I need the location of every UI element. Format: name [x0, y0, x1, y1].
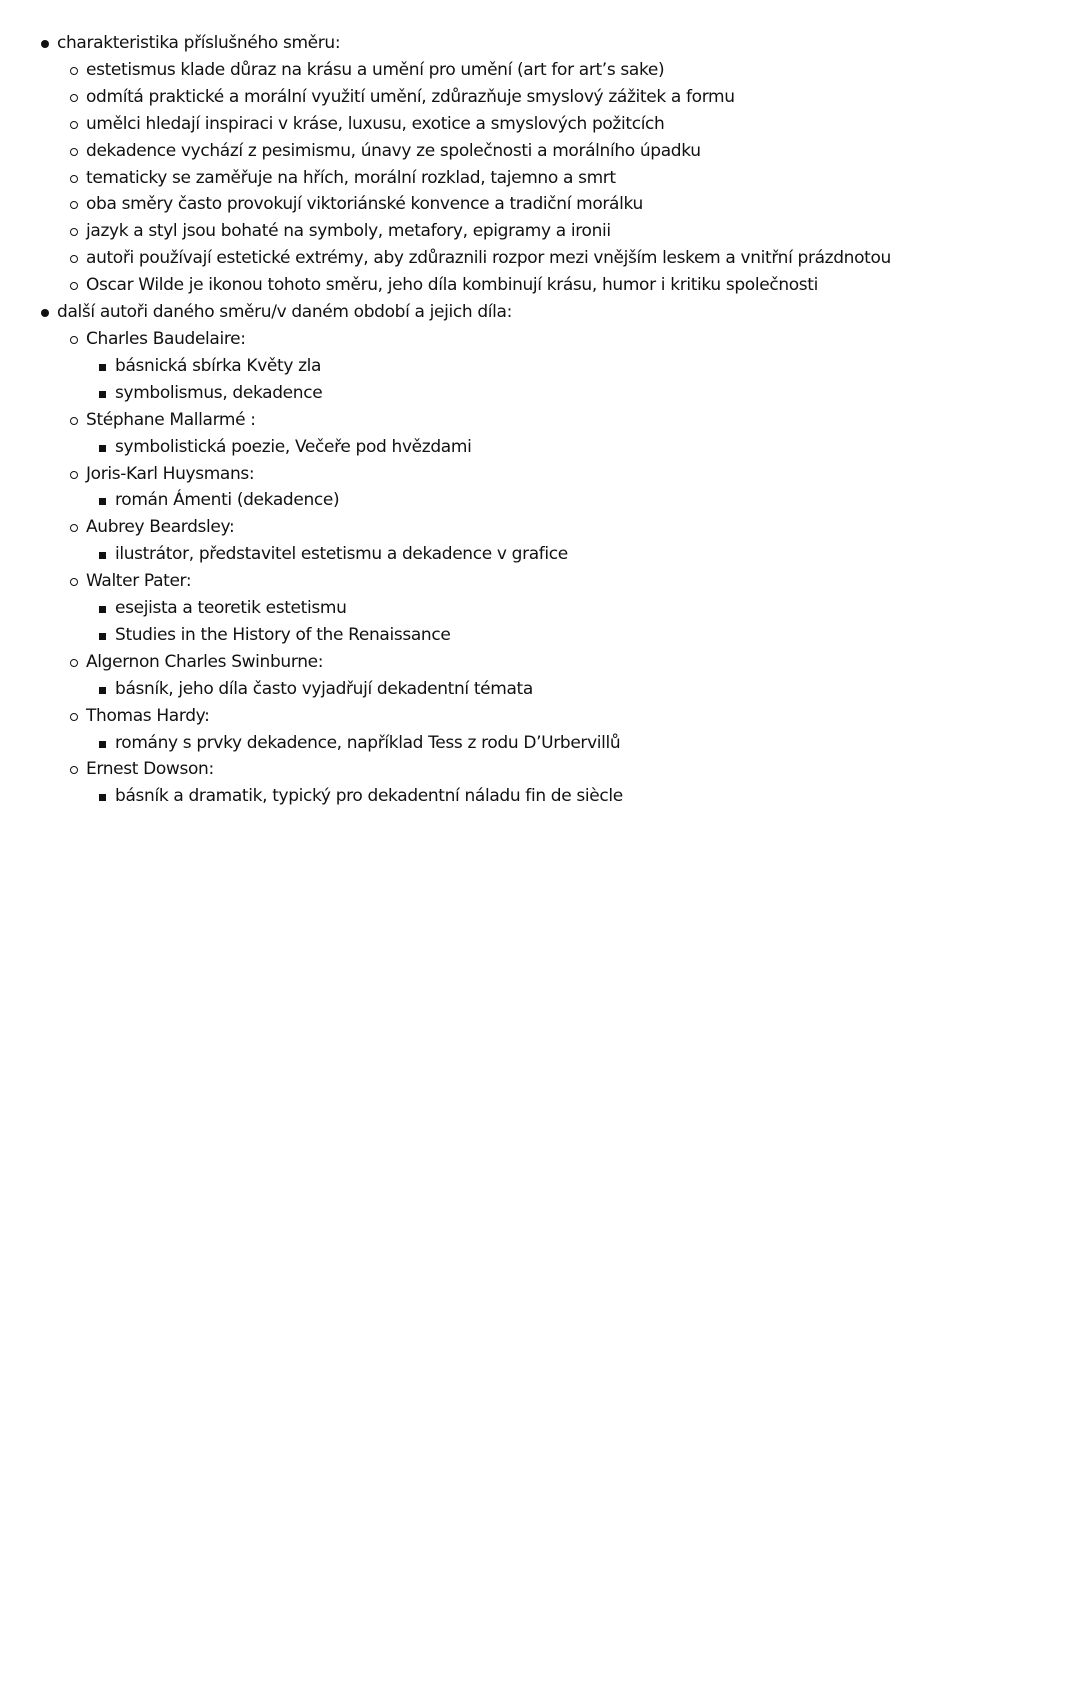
bullet-circle-icon [70, 148, 78, 156]
bullet-square-icon [99, 794, 106, 801]
bullet-circle-icon [70, 175, 78, 183]
bullet-square-icon [99, 552, 106, 559]
note-text: ilustrátor, představitel estetismu a dekadence v grafice [115, 544, 568, 565]
bullet-square-icon [99, 445, 106, 452]
note-item [0, 730, 1060, 757]
bullet-square-icon [99, 687, 106, 694]
bullet-disc-icon [41, 309, 49, 317]
list-item-text: Oscar Wilde je ikonou tohoto směru, jeho díla kombinují krásu, humor i kritiku společnosti [86, 275, 818, 296]
note-item [0, 595, 1060, 622]
bullet-square-icon [99, 498, 106, 505]
author-notes [86, 353, 1060, 407]
note-item [0, 434, 1060, 461]
author-item [0, 703, 1060, 757]
author-name: Algernon Charles Swinburne: [86, 651, 324, 672]
author-item [0, 461, 1060, 515]
note-text: básník, jeho díla často vyjadřují dekadentní témata [115, 678, 533, 699]
bullet-circle-icon [70, 282, 78, 290]
note-text: symbolistická poezie, Večeře pod hvězdami [115, 436, 472, 457]
list-item-text: odmítá praktické a morální využití umění, zdůrazňuje smyslový zážitek a formu [86, 86, 735, 107]
note-text: esejista a teoretik estetismu [115, 598, 347, 619]
note-text: romány s prvky dekadence, například Tess z rodu D’Urbervillů [115, 732, 621, 753]
authors-list [57, 326, 1060, 810]
note-text: básník a dramatik, typický pro dekadentní náladu fin de siècle [115, 786, 623, 807]
author-notes [86, 434, 1060, 461]
list-item-text: autoři používají estetické extrémy, aby zdůraznili rozpor mezi vnějším leskem a vnitřní prázdnotou [86, 248, 891, 269]
bullet-circle-icon [70, 201, 78, 209]
list-item [0, 245, 1060, 272]
bullet-circle-icon [70, 471, 78, 479]
bullet-square-icon [99, 364, 106, 371]
author-name: Stéphane Mallarmé : [86, 409, 256, 430]
note-item [0, 676, 1060, 703]
bullet-circle-icon [70, 659, 78, 667]
bullet-disc-icon [41, 40, 49, 48]
bullet-circle-icon [70, 121, 78, 129]
section-authors [0, 299, 1060, 810]
bullet-circle-icon [70, 524, 78, 532]
note-item [0, 541, 1060, 568]
section-characteristics [0, 30, 1060, 299]
section-heading: charakteristika příslušného směru: [57, 33, 341, 53]
note-text: Studies in the History of the Renaissance [115, 624, 451, 645]
author-notes [86, 541, 1060, 568]
author-item [0, 407, 1060, 461]
author-name: Aubrey Beardsley: [86, 517, 235, 538]
list-item-text: dekadence vychází z pesimismu, únavy ze společnosti a morálního úpadku [86, 140, 701, 161]
bullet-square-icon [99, 391, 106, 398]
bullet-square-icon [99, 633, 106, 640]
author-name: Ernest Dowson: [86, 759, 214, 780]
bullet-circle-icon [70, 417, 78, 425]
list-item [0, 272, 1060, 299]
author-notes [86, 676, 1060, 703]
bullet-square-icon [99, 606, 106, 613]
author-item [0, 568, 1060, 649]
bullet-circle-icon [70, 336, 78, 344]
author-name: Charles Baudelaire: [86, 328, 246, 349]
bullet-circle-icon [70, 228, 78, 236]
outline-list [0, 30, 1060, 810]
list-item-text: oba směry často provokují viktoriánské konvence a tradiční morálku [86, 194, 643, 215]
list-item-text: tematicky se zaměřuje na hřích, morální rozklad, tajemno a smrt [86, 167, 616, 188]
section-heading: další autoři daného směru/v daném období a jejich díla: [57, 302, 512, 323]
bullet-square-icon [99, 741, 106, 748]
author-notes [86, 595, 1060, 649]
bullet-circle-icon [70, 578, 78, 586]
note-item [0, 783, 1060, 810]
bullet-circle-icon [70, 67, 78, 75]
note-text: básnická sbírka Květy zla [115, 355, 322, 376]
author-item [0, 514, 1060, 568]
list-item [0, 218, 1060, 245]
list-item-text: jazyk a styl jsou bohaté na symboly, metafory, epigramy a ironii [86, 221, 611, 242]
note-item [0, 380, 1060, 407]
author-item [0, 649, 1060, 703]
author-notes [86, 783, 1060, 810]
note-item [0, 353, 1060, 380]
bullet-circle-icon [70, 255, 78, 263]
note-text: symbolismus, dekadence [115, 382, 323, 403]
bullet-circle-icon [70, 713, 78, 721]
author-name: Thomas Hardy: [86, 705, 210, 726]
note-item [0, 487, 1060, 514]
characteristics-list [57, 57, 1060, 299]
list-item [0, 191, 1060, 218]
list-item [0, 57, 1060, 84]
bullet-circle-icon [70, 766, 78, 774]
author-name: Joris-Karl Huysmans: [86, 463, 255, 484]
author-notes [86, 730, 1060, 757]
author-item [0, 326, 1060, 407]
author-notes [86, 487, 1060, 514]
list-item [0, 165, 1060, 192]
note-text: román Ámenti (dekadence) [115, 490, 340, 511]
list-item-text: umělci hledají inspiraci v kráse, luxusu, exotice a smyslových požitcích [86, 113, 665, 134]
author-item [0, 756, 1060, 810]
list-item [0, 84, 1060, 111]
author-name: Walter Pater: [86, 571, 192, 592]
list-item-text: estetismus klade důraz na krásu a umění pro umění (art for art’s sake) [86, 59, 665, 80]
note-item [0, 622, 1060, 649]
bullet-circle-icon [70, 94, 78, 102]
list-item [0, 111, 1060, 138]
list-item [0, 138, 1060, 165]
